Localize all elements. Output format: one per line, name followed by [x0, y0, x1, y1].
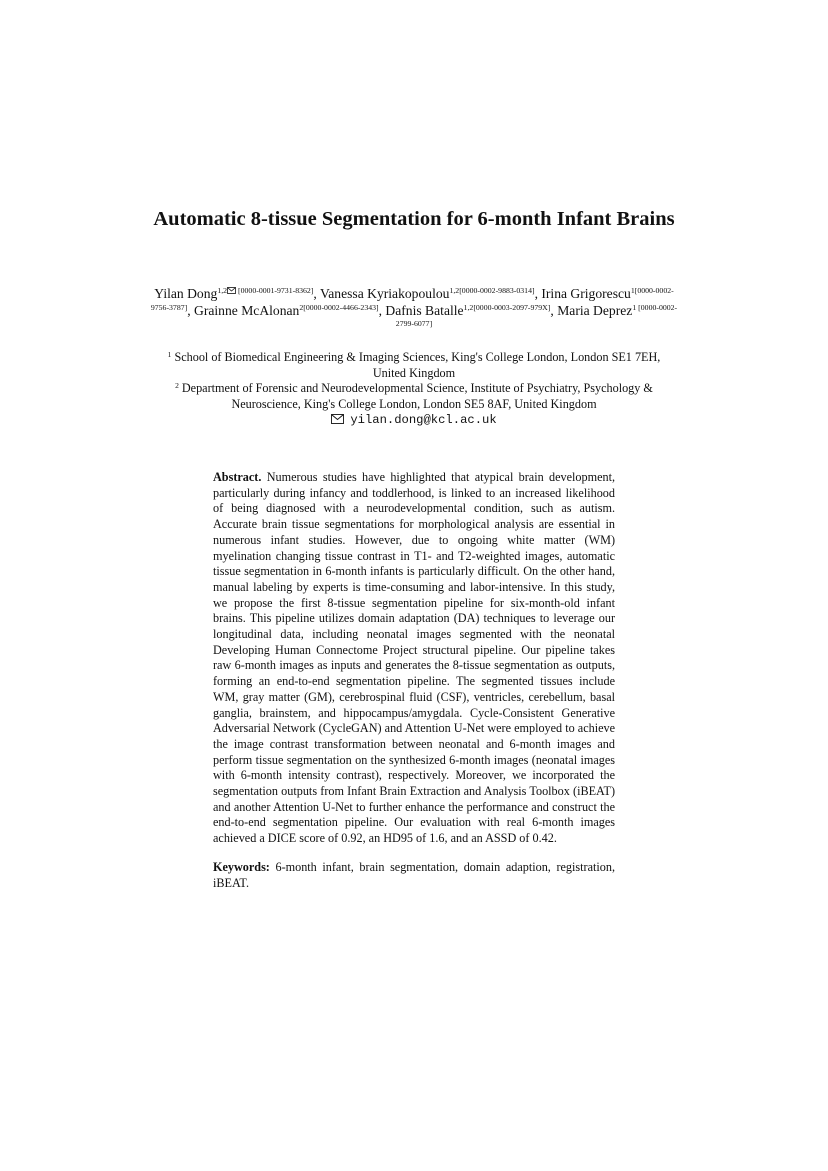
affiliation-mark: 2	[175, 381, 179, 391]
author-name: Vanessa Kyriakopoulou	[319, 286, 450, 301]
mail-icon	[227, 287, 236, 294]
affiliation-text: Department of Forensic and Neurodevelopmental Science, Institute of Psychiatry, Psychology & Neuroscience, King's College London, London SE5 8AF, United Kingdom	[181, 381, 653, 411]
affiliation	[160, 381, 668, 412]
author-affil: 1,2	[217, 286, 228, 295]
affiliation-text: School of Biomedical Engineering & Imaging Sciences, King's College London, London SE1 7EH, United Kingdom	[174, 350, 661, 380]
author-orcid: [0000-0002-9756-3787]	[150, 286, 674, 312]
author: Yilan Dong$^{1,2 [0000-0001-9731-8362]}$,	[154, 286, 320, 301]
author: Irina Grigorescu$^{1[0000-0002-9756-3787]}$,	[150, 286, 674, 318]
email-line	[160, 412, 668, 429]
author-orcid: [0000-0001-9731-8362]	[238, 286, 314, 295]
author-name: Irina Grigorescu	[541, 286, 631, 301]
abstract-label: Abstract.	[213, 470, 262, 484]
affiliation-list	[160, 350, 668, 429]
author-affil: 1,2	[449, 286, 460, 295]
mail-icon	[331, 413, 344, 429]
author-affil: 1	[632, 302, 637, 312]
affiliation-mark: 1	[167, 350, 172, 359]
email-link[interactable]: yilan.dong@kcl.ac.uk	[350, 413, 497, 428]
paper-title: Automatic 8-tissue Segmentation for 6-month Infant Brains	[153, 208, 675, 230]
keywords	[213, 860, 615, 891]
abstract	[213, 470, 615, 847]
author: Vanessa Kyriakopoulou$^{1,2[0000-0002-9883-0314]}$,	[319, 286, 542, 301]
author-affil: 1	[630, 286, 635, 295]
author-affil: 1,2	[463, 302, 474, 312]
keywords-label: Keywords:	[213, 859, 270, 874]
author-orcid: [0000-0002-4466-2343]	[303, 302, 379, 312]
author-name: Maria Deprez	[557, 302, 633, 318]
author-name: Yilan Dong	[154, 286, 218, 301]
abstract-text: Numerous studies have highlighted that atypical brain development, particularly during infancy and toddlerhood, is linked to an increased likelihood of being diagnosed with a neurodevelopmental condition, such as autism. Accurate brain tissue segmentations for morphological analysis are essential in numerous infant studies. However, due to ongoing white matter (WM) myelination changing tissue contrast in T1- and T2-weighted images, automatic tissue segmentation in 6-month infants is particularly difficult. On the other hand, manual labeling by experts is time-consuming and labor-intensive. In this study, we propose the first 8-tissue segmentation pipeline for six-month-old infant brains. This pipeline utilizes domain adaptation (DA) techniques to leverage our longitudinal data, including neonatal images segmented with the neonatal Developing Human Connectome Project structural pipeline. Our pipeline takes raw 6-month images as inputs and generates the 8-tissue segmentation as outputs, forming an end-to-end segmentation pipeline. The segmented tissues include WM, gray matter (GM), cerebrospinal fluid (CSF), ventricles, cerebellum, basal ganglia, brainstem, and hippocampus/amygdala. Cycle-Consistent Generative Adversarial Network (CycleGAN) and Attention U-Net were employed to achieve the image contrast transformation between neonatal and 6-month images and perform tissue segmentation on the synthesized 6-month images (neonatal images with 6-month intensity contrast), respectively. Moreover, we incorporated the segmentation outputs from Infant Brain Extraction and Analysis Toolbox (iBEAT) and another Attention U-Net to further enhance the performance and construct the end-to-end segmentation pipeline. Our evaluation with real 6-month images achieved a DICE score of 0.92, an HD95 of 1.6, and an ASSD of 0.42.	[213, 470, 616, 846]
author-name: Dafnis Batalle	[385, 302, 464, 318]
author-affil: 2	[299, 302, 304, 312]
author-orcid: [0000-0003-2097-979X]	[473, 302, 551, 312]
author-name: Grainne McAlonan	[194, 302, 300, 318]
affiliation	[160, 350, 668, 381]
keywords-text: 6-month infant, brain segmentation, domain adaption, registration, iBEAT.	[213, 859, 615, 890]
author: Dafnis Batalle$^{1,2[0000-0003-2097-979X]}$,	[385, 302, 558, 318]
author-orcid: [0000-0002-2799-6077]	[395, 302, 678, 328]
author-list	[150, 286, 678, 336]
author-orcid: [0000-0002-9883-0314]	[459, 286, 535, 295]
author: Grainne McAlonan$^{2[0000-0002-4466-2343]}$,	[194, 302, 386, 318]
abstract-block	[213, 470, 615, 891]
